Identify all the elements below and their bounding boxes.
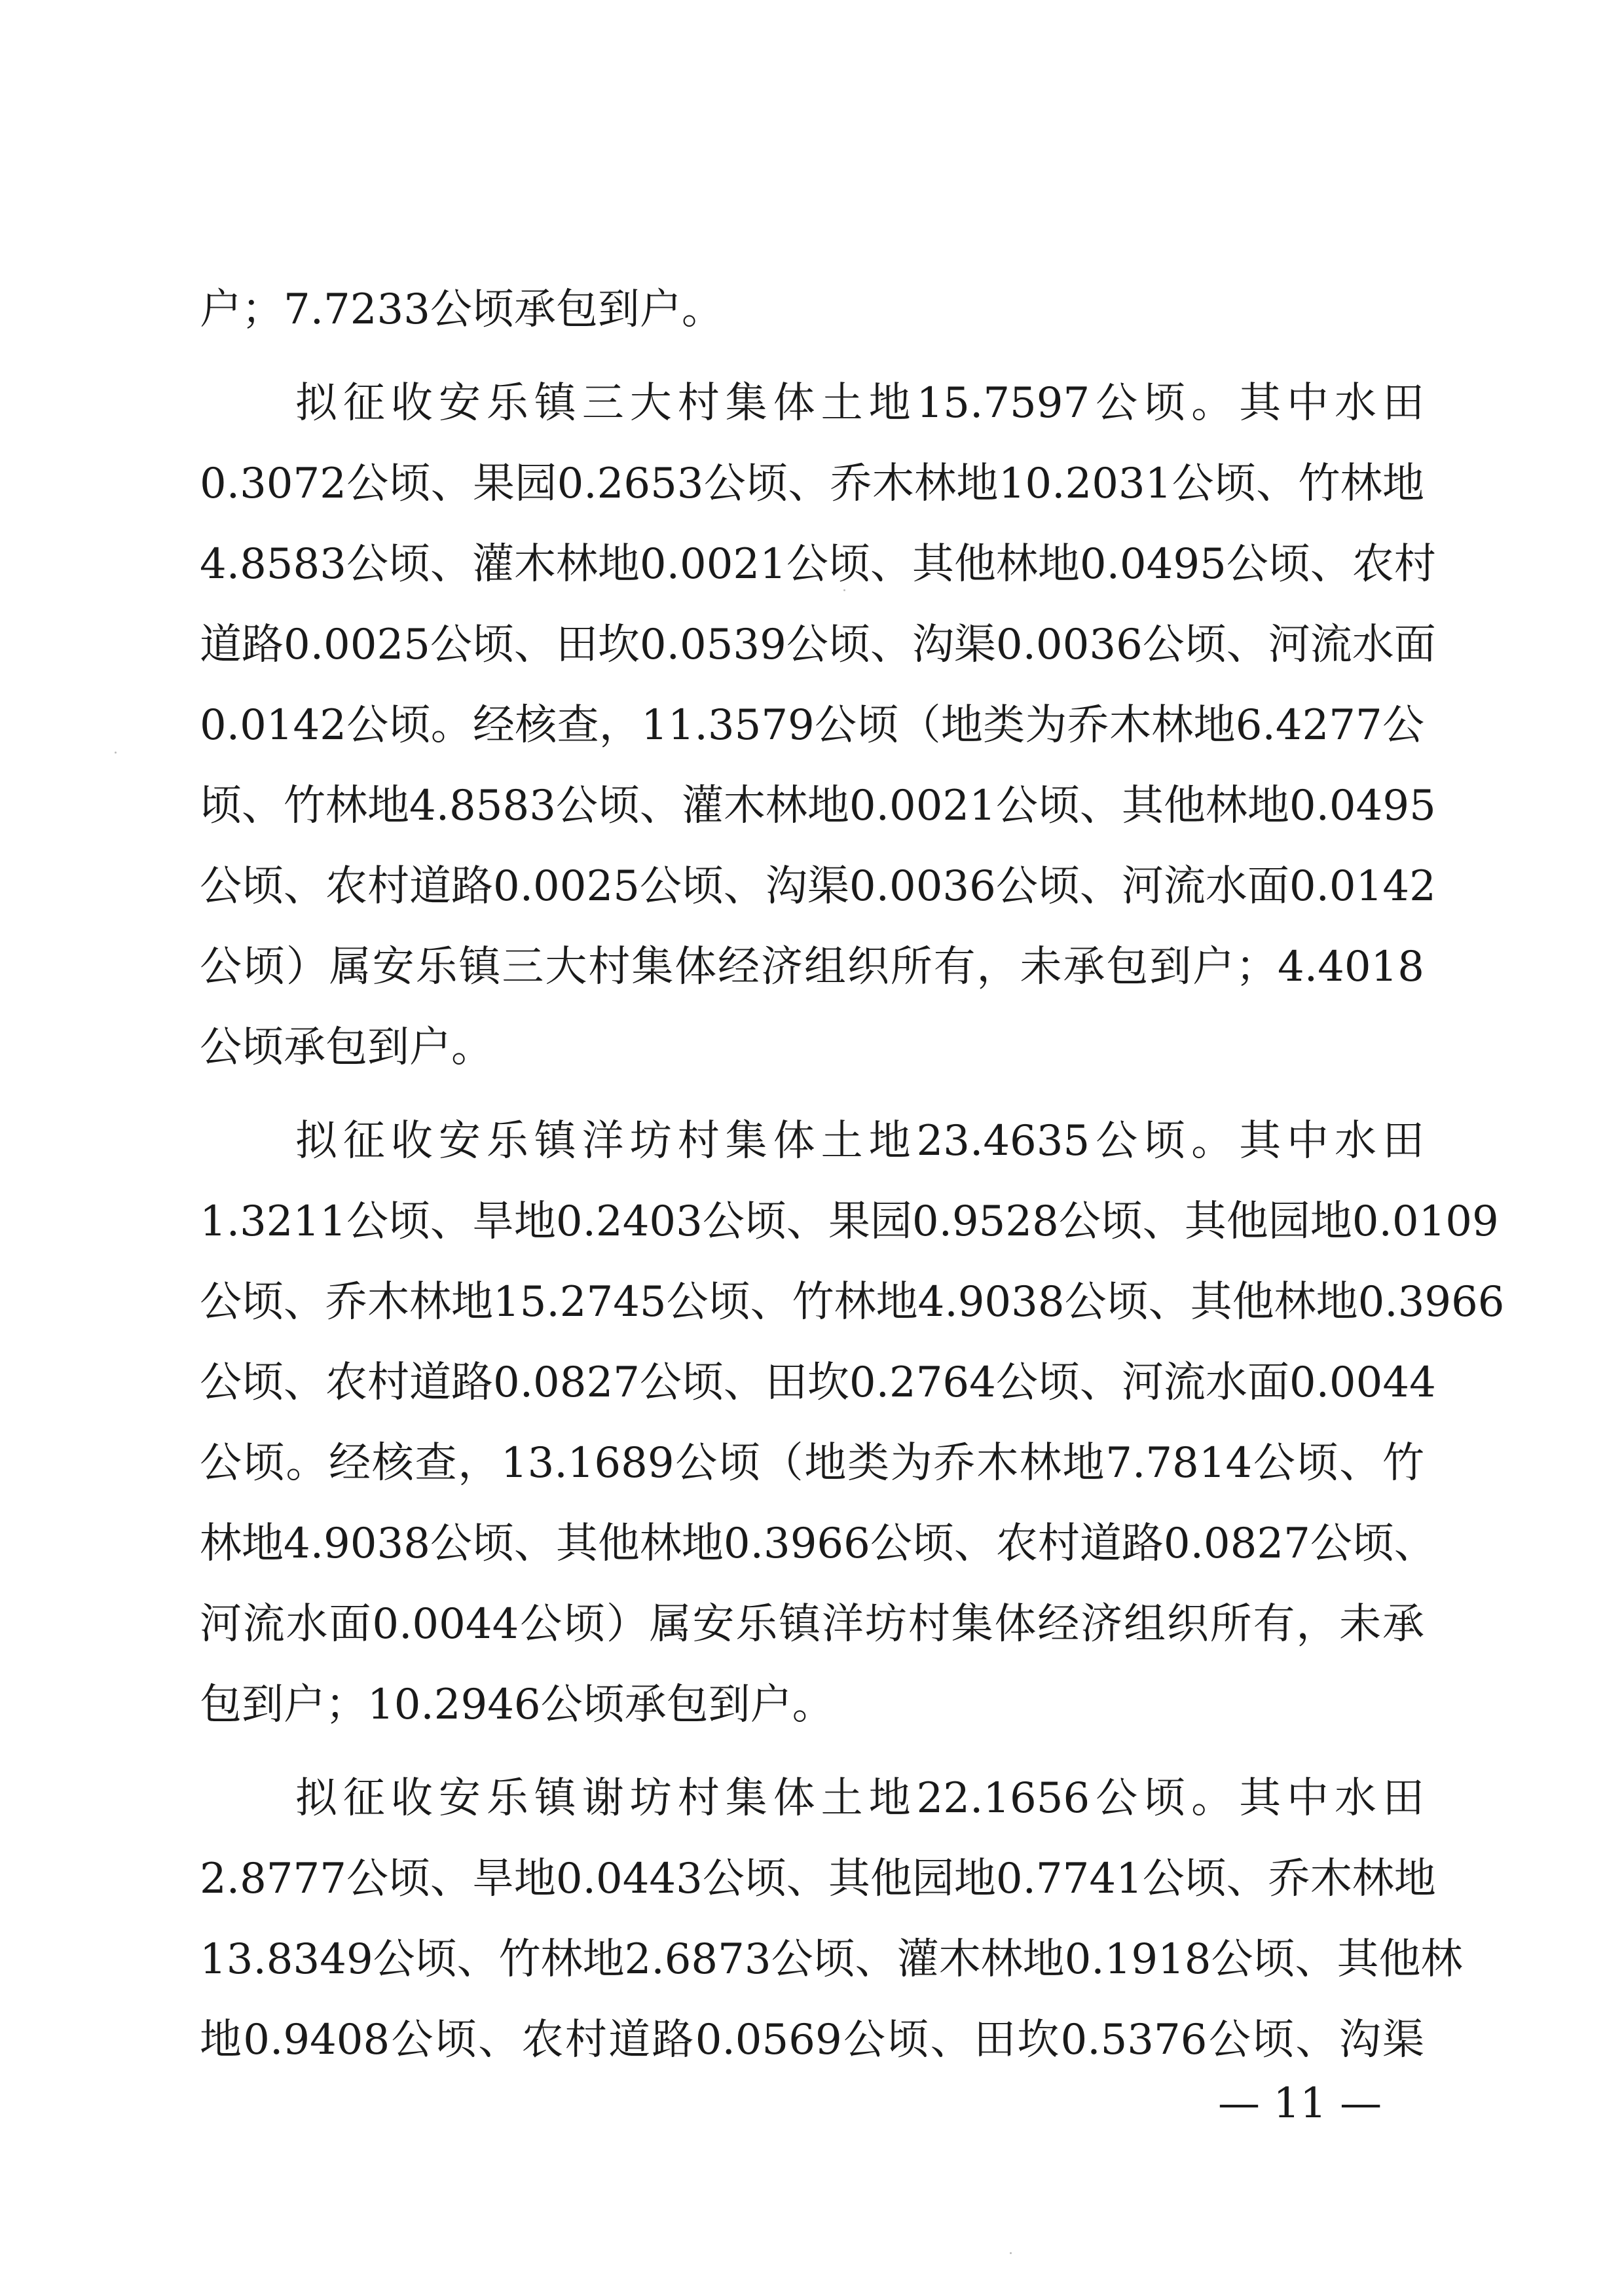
text-line: 户；7.7233公顷承包到户。 xyxy=(200,285,724,334)
scan-speck xyxy=(115,752,117,754)
text-line: 公顷。经核查，13.1689公顷（地类为乔木林地7.7814公顷、竹 xyxy=(200,1439,1424,1487)
text-line: 13.8349公顷、竹林地2.6873公顷、灌木林地0.1918公顷、其他林 xyxy=(200,1935,1463,1984)
text-line: 4.8583公顷、灌木林地0.0021公顷、其他林地0.0495公顷、农村 xyxy=(200,540,1436,589)
body-text xyxy=(200,270,1505,2081)
text-line: 地0.9408公顷、农村道路0.0569公顷、田坎0.5376公顷、沟渠 xyxy=(200,2016,1424,2064)
paragraph-gap xyxy=(200,1745,1424,1758)
page-number: — 11 — xyxy=(1218,2079,1382,2128)
paragraph-gap xyxy=(200,350,1424,363)
text-line: 公顷、乔木林地15.2745公顷、竹林地4.9038公顷、其他林地0.3966 xyxy=(200,1278,1505,1326)
scan-speck xyxy=(843,589,845,591)
text-line: 道路0.0025公顷、田坎0.0539公顷、沟渠0.0036公顷、河流水面 xyxy=(200,621,1436,669)
scan-speck xyxy=(1010,2252,1012,2254)
text-line: 顷、竹林地4.8583公顷、灌木林地0.0021公顷、其他林地0.0495 xyxy=(200,782,1436,830)
paragraph xyxy=(200,270,1424,350)
text-line: 公顷、农村道路0.0827公顷、田坎0.2764公顷、河流水面0.0044 xyxy=(200,1358,1436,1407)
text-line: 林地4.9038公顷、其他林地0.3966公顷、农村道路0.0827公顷、 xyxy=(200,1520,1436,1568)
text-line: 公顷承包到户。 xyxy=(200,1023,493,1072)
text-line: 包到户；10.2946公顷承包到户。 xyxy=(200,1681,834,1729)
text-line: 0.3072公顷、果园0.2653公顷、乔木林地10.2031公顷、竹林地 xyxy=(200,460,1424,508)
paragraph xyxy=(200,1101,1505,1745)
text-line: 拟征收安乐镇谢坊村集体土地22.1656公顷。其中水田 xyxy=(200,1774,1424,1823)
text-line: 公顷）属安乐镇三大村集体经济组织所有，未承包到户；4.4018 xyxy=(200,943,1424,991)
text-line: 0.0142公顷。经核查，11.3579公顷（地类为乔木林地6.4277公 xyxy=(200,701,1424,750)
text-line: 拟征收安乐镇三大村集体土地15.7597公顷。其中水田 xyxy=(200,379,1424,428)
paragraph xyxy=(200,363,1436,1088)
text-line: 河流水面0.0044公顷）属安乐镇洋坊村集体经济组织所有，未承 xyxy=(200,1600,1424,1649)
paragraph xyxy=(200,1758,1463,2081)
text-line: 1.3211公顷、旱地0.2403公顷、果园0.9528公顷、其他园地0.0109 xyxy=(200,1197,1499,1246)
text-line: 2.8777公顷、旱地0.0443公顷、其他园地0.7741公顷、乔木林地 xyxy=(200,1855,1436,1903)
text-line: 拟征收安乐镇洋坊村集体土地23.4635公顷。其中水田 xyxy=(200,1117,1424,1165)
paragraph-gap xyxy=(200,1088,1424,1101)
text-line: 公顷、农村道路0.0025公顷、沟渠0.0036公顷、河流水面0.0142 xyxy=(200,862,1436,911)
